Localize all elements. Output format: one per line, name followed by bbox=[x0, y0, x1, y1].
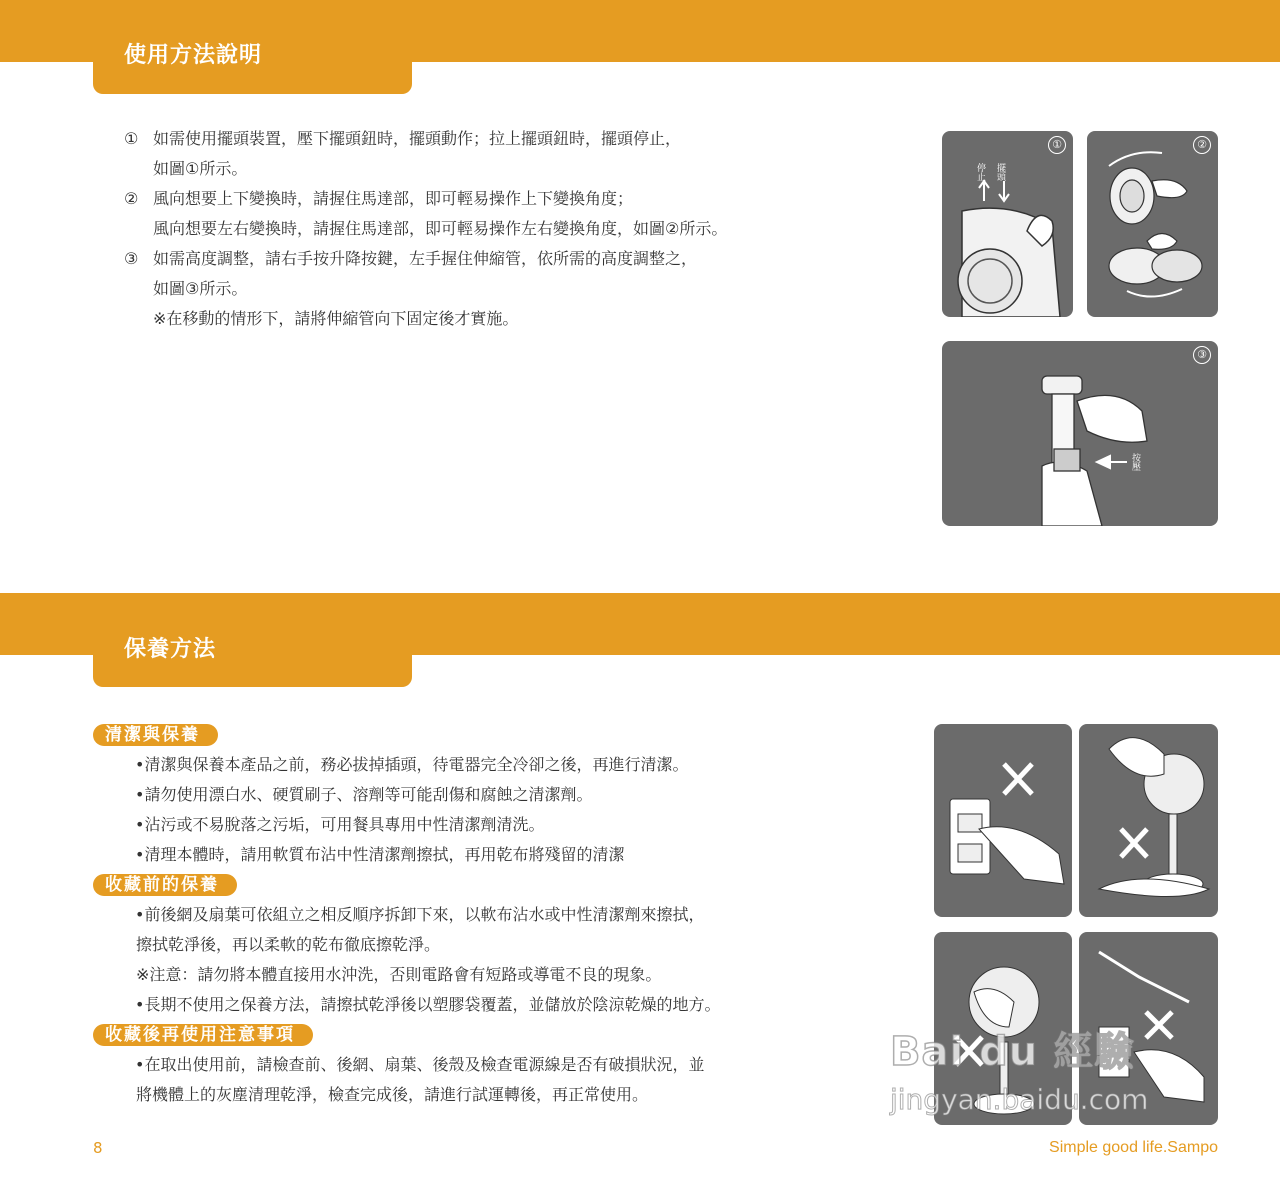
figure-unplug-warning bbox=[934, 724, 1072, 917]
maintenance-line: •在取出使用前，請檢查前、後網、扇葉、後殼及檢查電源線是否有破損狀況，並 bbox=[135, 1055, 705, 1074]
instruction-note: ※在移動的情形下，請將伸縮管向下固定後才實施。 bbox=[153, 309, 519, 328]
figure-3-number: ③ bbox=[1193, 346, 1211, 364]
group-before-storage bbox=[93, 870, 720, 1020]
cross-icon bbox=[1121, 829, 1147, 857]
figure-1-oscillation-button bbox=[942, 131, 1073, 317]
figure-3-press-label: 按壓 bbox=[1130, 453, 1140, 471]
section1-instructions bbox=[124, 124, 727, 334]
maintenance-line: •前後網及扇葉可依組立之相反順序拆卸下來，以軟布沾水或中性清潔劑來擦拭， bbox=[135, 905, 705, 924]
group-heading: 收藏前的保養 bbox=[93, 874, 237, 896]
figure-cord-warning bbox=[1079, 932, 1218, 1125]
group-cleaning bbox=[93, 720, 720, 870]
maintenance-line: •清理本體時，請用軟質布沾中性清潔劑擦拭，再用乾布將殘留的清潔 bbox=[135, 845, 625, 864]
section1-title: 使用方法說明 bbox=[124, 43, 263, 68]
figure-no-water-illustration bbox=[1079, 724, 1218, 917]
figure-1-number: ① bbox=[1048, 136, 1066, 154]
figure-2-number: ② bbox=[1193, 136, 1211, 154]
figure-wipe-warning bbox=[934, 932, 1072, 1125]
cross-icon bbox=[1146, 1012, 1172, 1038]
group-heading: 收藏後再使用注意事項 bbox=[93, 1024, 313, 1046]
watermark-url-text: jingyan.baidu.com bbox=[890, 1083, 1149, 1116]
figure-1-illustration bbox=[942, 131, 1073, 317]
figure-wipe-illustration bbox=[934, 932, 1072, 1125]
figure-no-water-warning bbox=[1079, 724, 1218, 917]
maintenance-line: •請勿使用漂白水、硬質刷子、溶劑等可能刮傷和腐蝕之清潔劑。 bbox=[135, 785, 593, 804]
maintenance-line: 擦拭乾淨後，再以柔軟的乾布徹底擦乾淨。 bbox=[136, 935, 441, 954]
cross-icon bbox=[956, 1037, 982, 1065]
section2-maintenance bbox=[93, 720, 720, 1110]
cross-icon bbox=[1004, 764, 1032, 794]
figure-3-height-adjust bbox=[942, 341, 1218, 526]
instruction-line: ② 風向想要上下變換時，請握住馬達部，即可輕易操作上下變換角度； bbox=[124, 189, 634, 208]
figure-1-stop-label: 停止 bbox=[975, 163, 985, 181]
maintenance-line: •沾污或不易脫落之污垢，可用餐具專用中性清潔劑清洗。 bbox=[135, 815, 545, 834]
figure-unplug-illustration bbox=[934, 724, 1072, 917]
figure-cord-illustration bbox=[1079, 932, 1218, 1125]
group-heading: 清潔與保養 bbox=[93, 724, 218, 746]
maintenance-line: •清潔與保養本產品之前，務必拔掉插頭，待電器完全冷卻之後，再進行清潔。 bbox=[135, 755, 689, 774]
figure-2-direction-adjust bbox=[1087, 131, 1218, 317]
page-number: 8 bbox=[93, 1139, 103, 1157]
figure-2-illustration bbox=[1087, 131, 1218, 317]
maintenance-line: 將機體上的灰塵清理乾淨，檢查完成後，請進行試運轉後，再正常使用。 bbox=[136, 1085, 649, 1104]
maintenance-line: •長期不使用之保養方法，請擦拭乾淨後以塑膠袋覆蓋，並儲放於陰涼乾燥的地方。 bbox=[135, 995, 721, 1014]
instruction-line: ③ 如需高度調整，請右手按升降按鍵，左手握住伸縮管，依所需的高度調整之， bbox=[124, 249, 698, 268]
watermark-logo-text: Bai du 經驗 bbox=[890, 1029, 1136, 1075]
group-after-storage bbox=[93, 1020, 720, 1110]
instruction-line: 如圖①所示。 bbox=[153, 159, 248, 178]
instruction-line: 如圖③所示。 bbox=[153, 279, 248, 298]
instruction-line: ① 如需使用擺頭裝置，壓下擺頭鈕時，擺頭動作；拉上擺頭鈕時，擺頭停止， bbox=[124, 129, 682, 148]
maintenance-note: ※注意：請勿將本體直接用水沖洗，否則電路會有短路或導電不良的現象。 bbox=[136, 965, 662, 984]
figure-1-swing-label: 擺頭 bbox=[995, 163, 1005, 181]
footer-brand: Simple good life.Sampo bbox=[1049, 1139, 1218, 1156]
section2-title: 保養方法 bbox=[124, 637, 217, 662]
figure-3-illustration bbox=[942, 341, 1218, 526]
instruction-line: 風向想要左右變換時，請握住馬達部，即可輕易操作左右變換角度，如圖②所示。 bbox=[153, 219, 728, 238]
